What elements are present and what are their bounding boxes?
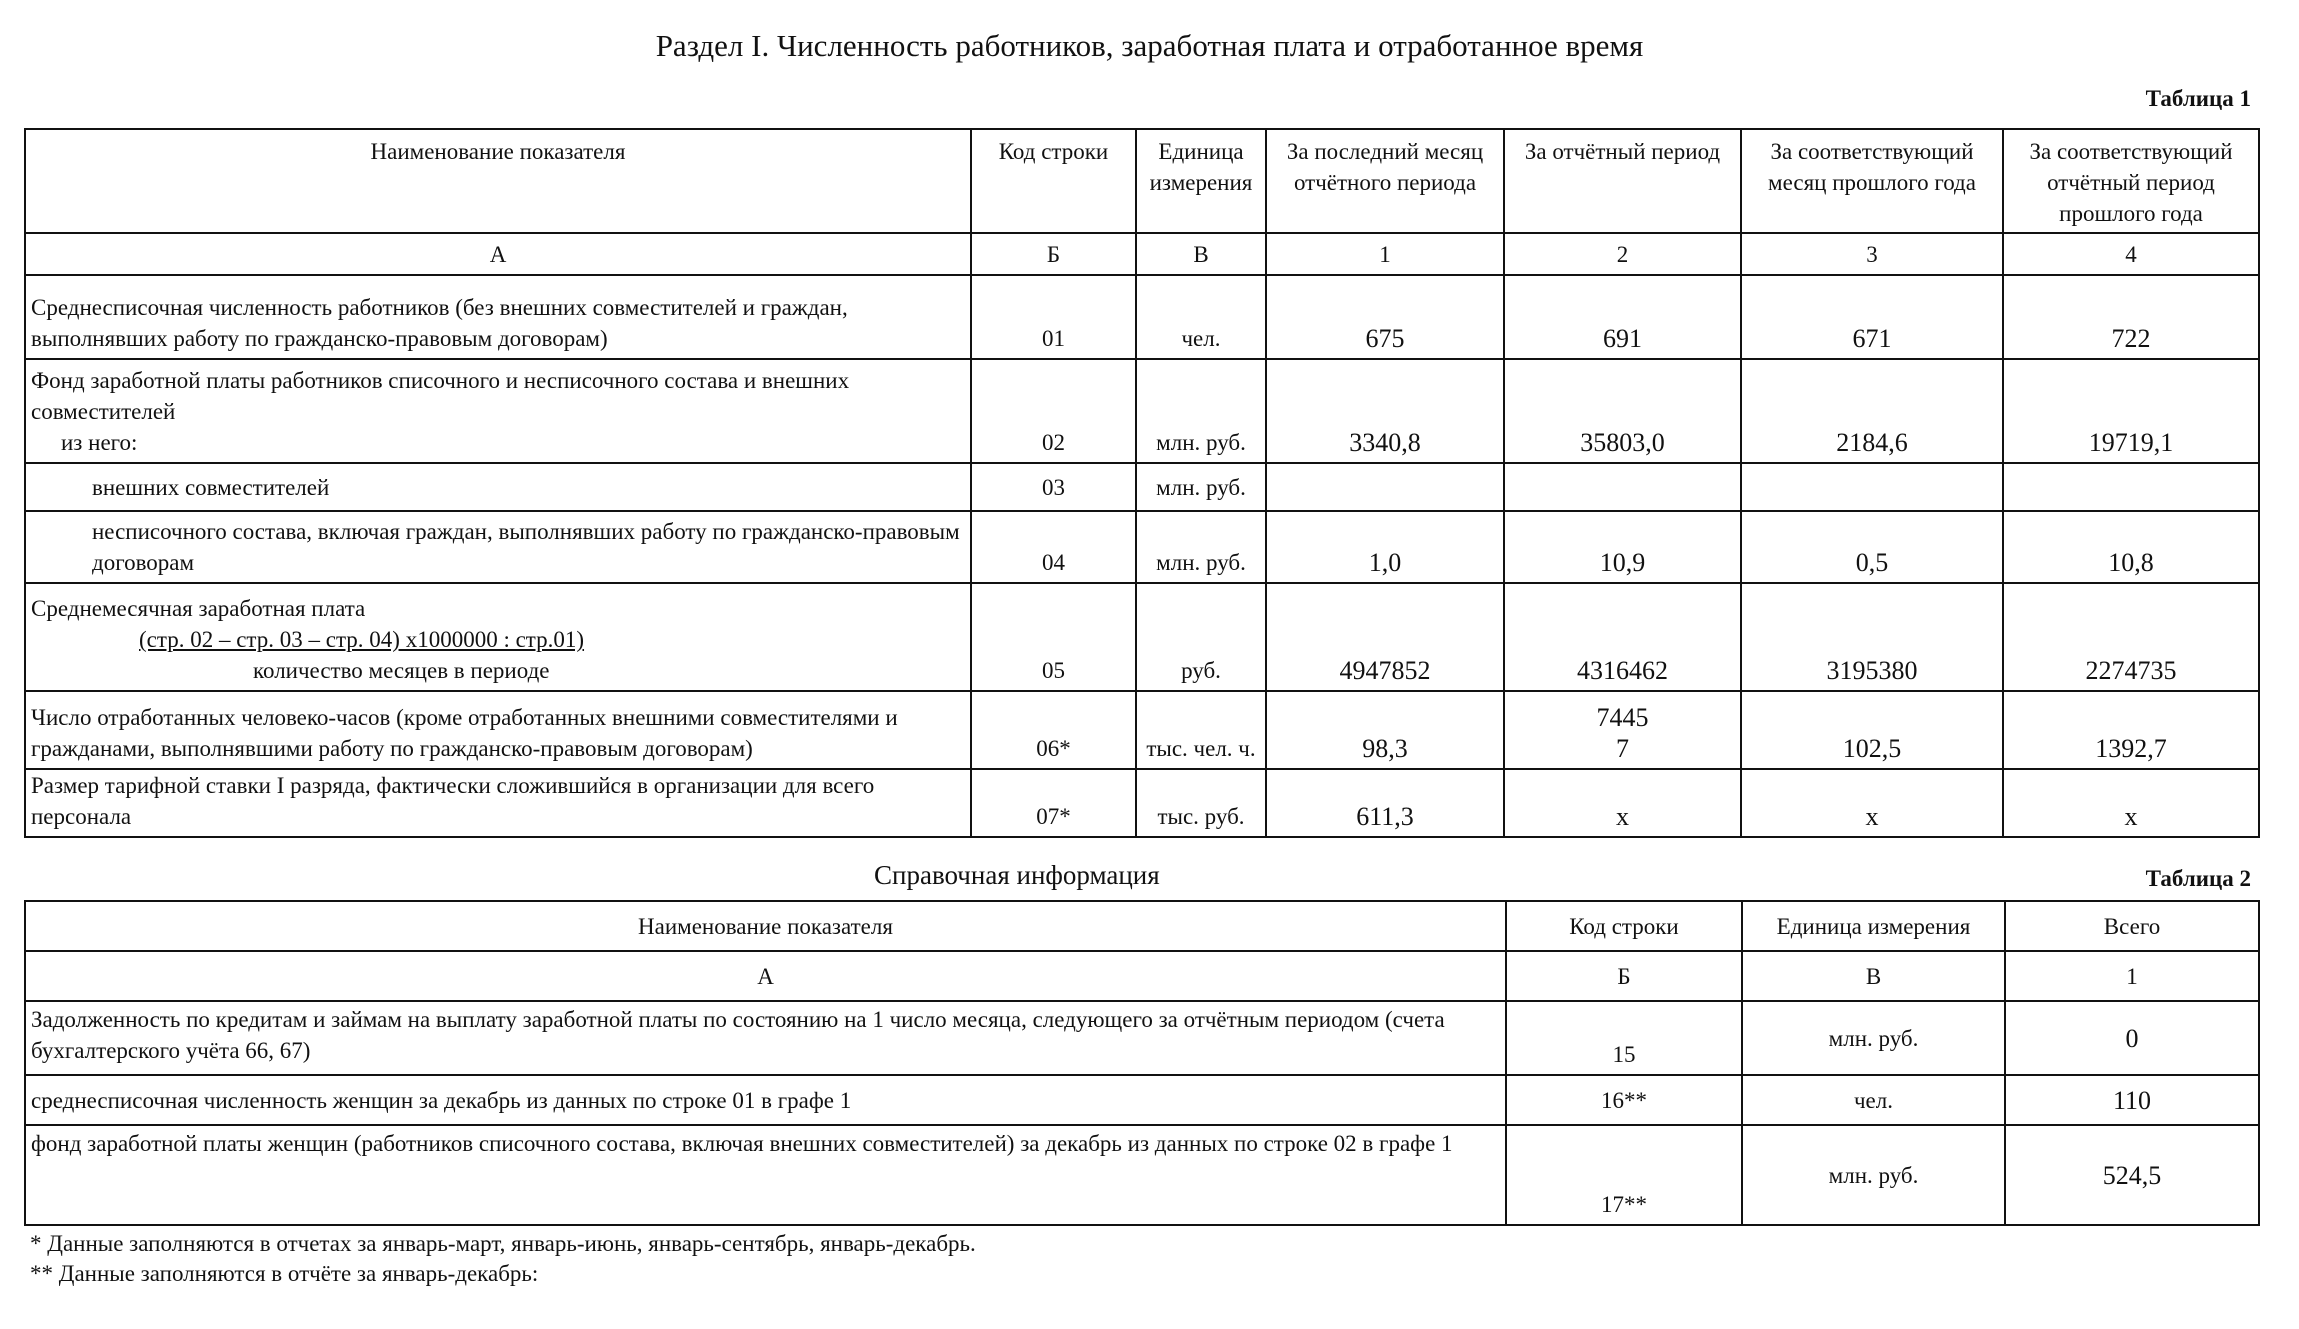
t1-header-col4: За соответствующий отчётный период прошлого года bbox=[2003, 129, 2259, 233]
row-value-4: х bbox=[2003, 769, 2259, 837]
row-name: внешних совместителей bbox=[25, 463, 971, 511]
row-value-3: 671 bbox=[1741, 275, 2003, 359]
table-row bbox=[25, 1075, 2259, 1125]
row-formula-denominator: количество месяцев в периоде bbox=[253, 658, 550, 683]
row-formula bbox=[139, 624, 965, 655]
t1-header-name: Наименование показателя bbox=[25, 129, 971, 233]
t1-index-b: Б bbox=[971, 233, 1136, 275]
table-row bbox=[25, 275, 2259, 359]
footnote-2: ** Данные заполняются в отчёте за январь-декабрь: bbox=[30, 1261, 539, 1286]
table-row bbox=[25, 583, 2259, 691]
row-value-1: 3340,8 bbox=[1266, 359, 1504, 463]
row-value-4 bbox=[2003, 463, 2259, 511]
row-unit: млн. руб. bbox=[1136, 359, 1266, 463]
row-value-2: х bbox=[1504, 769, 1741, 837]
table-row bbox=[25, 1125, 2259, 1225]
row-name: Задолженность по кредитам и займам на выплату заработной платы по состоянию на 1 число месяца, следующего за отчётным периодом (счета бухгалтерского учёта 66, 67) bbox=[25, 1001, 1506, 1075]
row-value-1: 611,3 bbox=[1266, 769, 1504, 837]
table2-label: Таблица 2 bbox=[2145, 866, 2251, 891]
table2-title: Справочная информация bbox=[874, 860, 1160, 890]
t1-header-col2: За отчётный период bbox=[1504, 129, 1741, 233]
row-value-3: 102,5 bbox=[1741, 691, 2003, 769]
t2-index-1: 1 bbox=[2005, 951, 2259, 1001]
row-value-4: 19719,1 bbox=[2003, 359, 2259, 463]
t2-header-unit: Единица измерения bbox=[1742, 901, 2005, 951]
row-value-4: 10,8 bbox=[2003, 511, 2259, 583]
t1-header-col1: За последний месяц отчётного периода bbox=[1266, 129, 1504, 233]
row-name: Число отработанных человеко-часов (кроме отработанных внешними совместителями и гражданами, выполнявшими работу по гражданско-правовым договорам) bbox=[25, 691, 971, 769]
footnote-1: * Данные заполняются в отчетах за январь-март, январь-июнь, январь-сентябрь, январь-декабрь. bbox=[30, 1231, 976, 1256]
row-code: 17** bbox=[1506, 1125, 1742, 1225]
row-total: 110 bbox=[2005, 1075, 2259, 1125]
row-value-3: х bbox=[1741, 769, 2003, 837]
row-total: 0 bbox=[2005, 1001, 2259, 1075]
row-value-2 bbox=[1504, 463, 1741, 511]
section-title: Раздел I. Численность работников, заработная плата и отработанное время bbox=[655, 28, 1644, 63]
row-value-2: 4316462 bbox=[1504, 583, 1741, 691]
row-value-3: 0,5 bbox=[1741, 511, 2003, 583]
row-name: фонд заработной платы женщин (работников списочного состава, включая внешних совместителей) за декабрь из данных по строке 02 в графе 1 bbox=[25, 1125, 1506, 1225]
t1-index-3: 3 bbox=[1741, 233, 2003, 275]
row-unit: млн. руб. bbox=[1742, 1001, 2005, 1075]
formula-numerator: (стр. 02 – стр. 03 – стр. 04) х1000000 : стр.01) bbox=[139, 627, 585, 652]
table-row bbox=[25, 1001, 2259, 1075]
row-value-3: 2184,6 bbox=[1741, 359, 2003, 463]
row-unit: чел. bbox=[1742, 1075, 2005, 1125]
row-code: 07* bbox=[971, 769, 1136, 837]
table2-header-row bbox=[25, 901, 2259, 951]
row-total: 524,5 bbox=[2005, 1125, 2259, 1225]
table1-header-row bbox=[25, 129, 2259, 233]
row-code: 05 bbox=[971, 583, 1136, 691]
t2-index-v: В bbox=[1742, 951, 2005, 1001]
t1-header-unit: Единица измерения bbox=[1136, 129, 1266, 233]
row-code: 01 bbox=[971, 275, 1136, 359]
table-row bbox=[25, 691, 2259, 769]
table-row bbox=[25, 359, 2259, 463]
t1-index-v: В bbox=[1136, 233, 1266, 275]
t1-index-2: 2 bbox=[1504, 233, 1741, 275]
row-name-text: Фонд заработной платы работников списочного и несписочного состава и внешних совместителей bbox=[31, 368, 850, 424]
row-value-1 bbox=[1266, 463, 1504, 511]
table-row bbox=[25, 511, 2259, 583]
row-value-2: 10,9 bbox=[1504, 511, 1741, 583]
row-value-1: 4947852 bbox=[1266, 583, 1504, 691]
row-code: 15 bbox=[1506, 1001, 1742, 1075]
row-unit: млн. руб. bbox=[1136, 511, 1266, 583]
row-subtitle: из него: bbox=[61, 430, 138, 455]
row-name: среднесписочная численность женщин за декабрь из данных по строке 01 в графе 1 bbox=[25, 1075, 1506, 1125]
t2-header-total: Всего bbox=[2005, 901, 2259, 951]
row-unit: чел. bbox=[1136, 275, 1266, 359]
t1-index-a: А bbox=[25, 233, 971, 275]
table1 bbox=[24, 128, 2260, 838]
row-name-text: Среднемесячная заработная плата bbox=[31, 596, 366, 621]
t1-index-4: 4 bbox=[2003, 233, 2259, 275]
row-value-4: 722 bbox=[2003, 275, 2259, 359]
t2-index-a: А bbox=[25, 951, 1506, 1001]
row-code: 04 bbox=[971, 511, 1136, 583]
row-name bbox=[25, 583, 971, 691]
row-name: Среднесписочная численность работников (без внешних совместителей и граждан, выполнявших работу по гражданско-правовым договорам) bbox=[25, 275, 971, 359]
t1-header-col3: За соответствующий месяц прошлого года bbox=[1741, 129, 2003, 233]
table1-index-row bbox=[25, 233, 2259, 275]
table1-label: Таблица 1 bbox=[2145, 86, 2251, 111]
row-value-4: 2274735 bbox=[2003, 583, 2259, 691]
t2-header-name: Наименование показателя bbox=[25, 901, 1506, 951]
row-name: несписочного состава, включая граждан, выполнявших работу по гражданско-правовым договорам bbox=[25, 511, 971, 583]
row-code: 16** bbox=[1506, 1075, 1742, 1125]
row-unit: млн. руб. bbox=[1136, 463, 1266, 511]
t2-index-b: Б bbox=[1506, 951, 1742, 1001]
row-value-3 bbox=[1741, 463, 2003, 511]
row-value-2: 7445 7 bbox=[1504, 691, 1741, 769]
table-row bbox=[25, 769, 2259, 837]
table2-index-row bbox=[25, 951, 2259, 1001]
row-value-1: 98,3 bbox=[1266, 691, 1504, 769]
row-value-1: 1,0 bbox=[1266, 511, 1504, 583]
t1-header-code: Код строки bbox=[971, 129, 1136, 233]
t1-index-1: 1 bbox=[1266, 233, 1504, 275]
row-code: 02 bbox=[971, 359, 1136, 463]
row-unit: тыс. руб. bbox=[1136, 769, 1266, 837]
row-code: 03 bbox=[971, 463, 1136, 511]
row-value-2: 691 bbox=[1504, 275, 1741, 359]
t2-header-code: Код строки bbox=[1506, 901, 1742, 951]
row-unit: руб. bbox=[1136, 583, 1266, 691]
row-code: 06* bbox=[971, 691, 1136, 769]
row-name bbox=[25, 359, 971, 463]
table-row bbox=[25, 463, 2259, 511]
row-value-4: 1392,7 bbox=[2003, 691, 2259, 769]
row-name: Размер тарифной ставки I разряда, фактически сложившийся в организации для всего персонала bbox=[25, 769, 971, 837]
row-unit: млн. руб. bbox=[1742, 1125, 2005, 1225]
row-value-2: 35803,0 bbox=[1504, 359, 1741, 463]
table2 bbox=[24, 900, 2260, 1226]
row-value-1: 675 bbox=[1266, 275, 1504, 359]
row-value-3: 3195380 bbox=[1741, 583, 2003, 691]
row-unit: тыс. чел. ч. bbox=[1136, 691, 1266, 769]
